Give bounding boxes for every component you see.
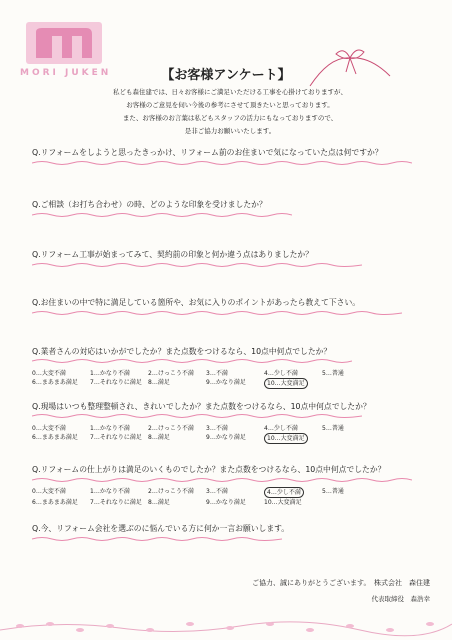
scale-option: 4…少し不満 (264, 425, 298, 432)
scale-option: 0…大変不満 (32, 488, 66, 495)
question-2: Q.ご相談（お打ち合わせ）の時、どのような印象を受けましたか？ (32, 200, 267, 209)
question-7: Q.リフォームの仕上がりは満足のいくものでしたか？また点数をつけるなら、10点中何点でしたか？ (32, 465, 386, 474)
question-3: Q.リフォーム工事が始まってみて、契約前の印象と何か違う点はありましたか？ (32, 250, 313, 259)
question-underline (32, 358, 352, 364)
scale-option: 9…かなり満足 (206, 499, 246, 506)
question-5: Q.業者さんの対応はいかがでしたか？また点数をつけるなら、10点中何点でしたか？ (32, 347, 332, 356)
question-underline (32, 413, 362, 419)
scale-option: 10…大変満足 (264, 499, 302, 506)
scale-option: 7…それなりに満足 (90, 379, 142, 386)
question-1: Q.リフォームをしようと思ったきっかけ、リフォーム前のお住まいで気になっていた点は何ですか？ (32, 148, 383, 157)
scale-option: 5…普通 (322, 488, 344, 495)
scale-option: 3…不満 (206, 488, 228, 495)
question-8: Q.今、リフォーム会社を選ぶのに悩んでいる方に何か一言お願いします。 (32, 524, 290, 533)
scale-option: 8…満足 (148, 379, 170, 386)
question-6: Q.現場はいつも整理整頓され、きれいでしたか？また点数をつけるなら、10点中何点でしたか？ (32, 402, 371, 411)
scale-option: 1…かなり不満 (90, 488, 130, 495)
signature-text: 代表取締役 森浩幸 (371, 595, 430, 603)
question-underline (32, 212, 292, 218)
scale-option-selected: 10…大変満足 (264, 378, 308, 389)
scale-option: 8…満足 (148, 499, 170, 506)
scale-option: 1…かなり不満 (90, 425, 130, 432)
scale-option: 5…普通 (322, 370, 344, 377)
scale-option: 7…それなりに満足 (90, 434, 142, 441)
intro-line: 是非ご協力お願いいたします。 (184, 127, 276, 135)
scale-option: 2…けっこう不満 (148, 370, 194, 377)
logo-mark-icon (26, 22, 102, 64)
rating-scale (32, 487, 370, 507)
thanks-text: ご協力、誠にありがとうございます。 株式会社 森住建 (252, 579, 430, 587)
scale-option: 7…それなりに満足 (90, 499, 142, 506)
scale-option: 2…けっこう不満 (148, 488, 194, 495)
logo-brand-text: MORI JUKEN (20, 68, 112, 78)
intro-line: お客様のご意見を伺い今後の参考にさせて頂きたいと思っております。 (126, 101, 334, 109)
scale-option-selected: 10…大変満足 (264, 433, 308, 444)
scale-option: 8…満足 (148, 434, 170, 441)
rating-scale (32, 369, 370, 389)
question-4: Q.お住まいの中で特に満足している箇所や、お気に入りのポイントがあったら教えて下さい。 (32, 298, 361, 307)
scale-option: 2…けっこう不満 (148, 425, 194, 432)
question-underline (32, 477, 412, 483)
question-underline (32, 160, 412, 166)
question-underline (32, 262, 362, 268)
scale-option: 0…大変不満 (32, 370, 66, 377)
floral-vine-decoration-icon (0, 600, 452, 640)
intro-line: 私ども森住建では、日々お客様にご満足いただける工事を心掛けておりますが、 (113, 88, 347, 96)
scale-option: 6…まあまあ満足 (32, 379, 78, 386)
scale-option: 0…大変不満 (32, 425, 66, 432)
scale-option: 9…かなり満足 (206, 434, 246, 441)
intro-line: また、お客様のお言葉は私どもスタッフの活力にもなっておりますので、 (122, 114, 338, 122)
scale-option: 3…不満 (206, 425, 228, 432)
scale-option: 6…まあまあ満足 (32, 499, 78, 506)
scale-option: 6…まあまあ満足 (32, 434, 78, 441)
page-title: 【お客様アンケート】 (161, 68, 291, 83)
question-underline (32, 310, 402, 316)
intro-text (70, 86, 390, 138)
rating-scale (32, 424, 370, 444)
question-underline (32, 536, 282, 542)
scale-option: 9…かなり満足 (206, 379, 246, 386)
scale-option: 4…少し不満 (264, 370, 298, 377)
scale-option: 3…不満 (206, 370, 228, 377)
scale-option-selected: 4…少し不満 (264, 487, 304, 498)
scale-option: 1…かなり不満 (90, 370, 130, 377)
scale-option: 5…普通 (322, 425, 344, 432)
